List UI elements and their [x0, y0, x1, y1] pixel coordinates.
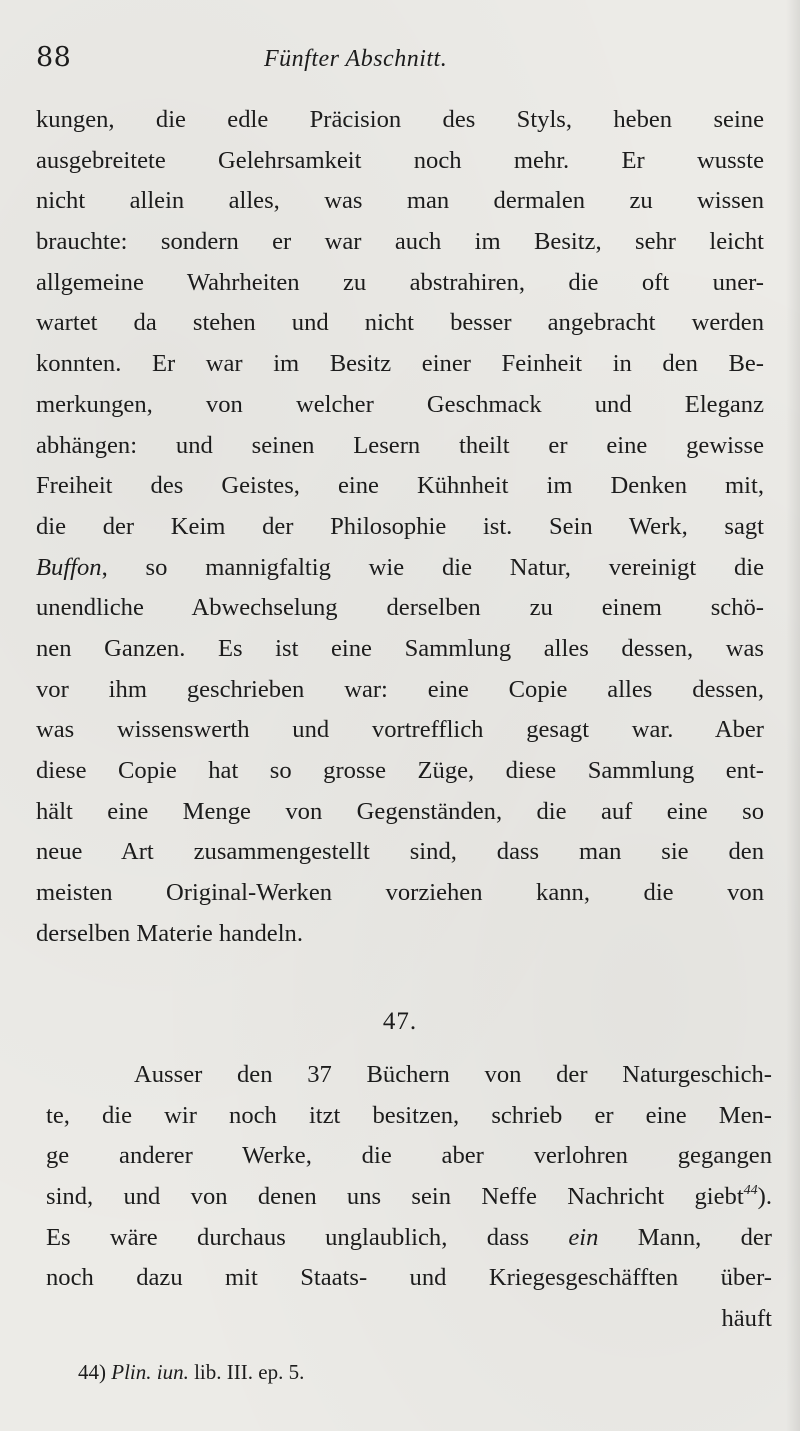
- page-edge-shadow: [786, 0, 800, 1431]
- text-line: derselben Materie handeln.: [36, 919, 304, 947]
- footnote-number: 44): [78, 1360, 106, 1384]
- page-number: 88: [36, 42, 72, 73]
- running-head: Fünfter Abschnitt.: [264, 46, 448, 72]
- text-run: sind, und von denen uns sein Neffe Nachricht giebt: [46, 1183, 744, 1211]
- text-line: vor ihm geschrieben war: eine Copie alles dessen,: [36, 675, 764, 703]
- text-line: die der Keim der Philosophie ist. Sein Werk, sagt: [36, 512, 764, 540]
- paragraph-1: [36, 100, 764, 954]
- footnote-abbreviation: Plin. iun.: [111, 1360, 189, 1384]
- text-line: [46, 1177, 772, 1218]
- page-header: [36, 40, 766, 80]
- text-line: brauchte: sondern er war auch im Besitz, sehr leicht: [36, 228, 764, 256]
- text-line: merkungen, von welcher Geschmack und Eleganz: [36, 390, 764, 418]
- text-line: allgemeine Wahrheiten zu abstrahiren, die oft uner-: [36, 268, 764, 296]
- text-line: noch dazu mit Staats- und Kriegesgeschäfften über-: [46, 1264, 772, 1292]
- text-line: nen Ganzen. Es ist eine Sammlung alles dessen, was: [36, 634, 764, 662]
- text-line: [36, 548, 764, 589]
- text-run: Mann, der: [598, 1223, 772, 1251]
- text-line: Ausser den 37 Büchern von der Naturgeschich-: [134, 1061, 772, 1088]
- text-line: Freiheit des Geistes, eine Kühnheit im Denken mit,: [36, 472, 764, 500]
- text-line: diese Copie hat so grosse Züge, diese Sammlung ent-: [36, 757, 764, 784]
- italic-word: ein: [568, 1223, 599, 1251]
- footnote-marker[interactable]: 44: [743, 1183, 758, 1199]
- text-line: ausgebreitete Gelehrsamkeit noch mehr. Er wusste: [36, 146, 764, 174]
- text-line: te, die wir noch itzt besitzen, schrieb er eine Men-: [46, 1101, 772, 1129]
- text-line: neue Art zusammengestellt sind, dass man sie den: [36, 838, 764, 866]
- text-line: wartet da stehen und nicht besser angebracht werden: [36, 309, 764, 337]
- text-line: [46, 1218, 772, 1259]
- text-line: nicht allein alles, was man dermalen zu wissen: [36, 187, 764, 215]
- text-line: was wissenswerth und vortrefflich gesagt war. Aber: [36, 716, 764, 744]
- text-line: abhängen: und seinen Lesern theilt er eine gewisse: [36, 431, 764, 459]
- text-line: kungen, die edle Präcision des Styls, heben seine: [36, 106, 764, 133]
- text-line: ge anderer Werke, die aber verlohren gegangen: [46, 1142, 772, 1170]
- text-line: unendliche Abwechselung derselben zu einem schö-: [36, 594, 764, 622]
- section-number: 47.: [382, 1008, 418, 1035]
- text-run: Es wäre durchaus unglaublich, dass: [46, 1223, 569, 1251]
- footnote-reference: lib. III. ep. 5.: [188, 1360, 305, 1384]
- footnote: [78, 1360, 304, 1385]
- paragraph-2: [46, 1055, 772, 1340]
- italic-name: Buffon: [36, 553, 102, 581]
- text-run: , so mannigfaltig wie die Natur, vereinigt die: [101, 553, 764, 581]
- catchword: häuft: [721, 1305, 772, 1333]
- text-run: ).: [757, 1183, 772, 1211]
- text-line: meisten Original-Werken vorziehen kann, die von: [36, 879, 764, 907]
- text-line: hält eine Menge von Gegenständen, die auf eine so: [36, 797, 764, 825]
- text-line: konnten. Er war im Besitz einer Feinheit in den Be-: [36, 350, 764, 378]
